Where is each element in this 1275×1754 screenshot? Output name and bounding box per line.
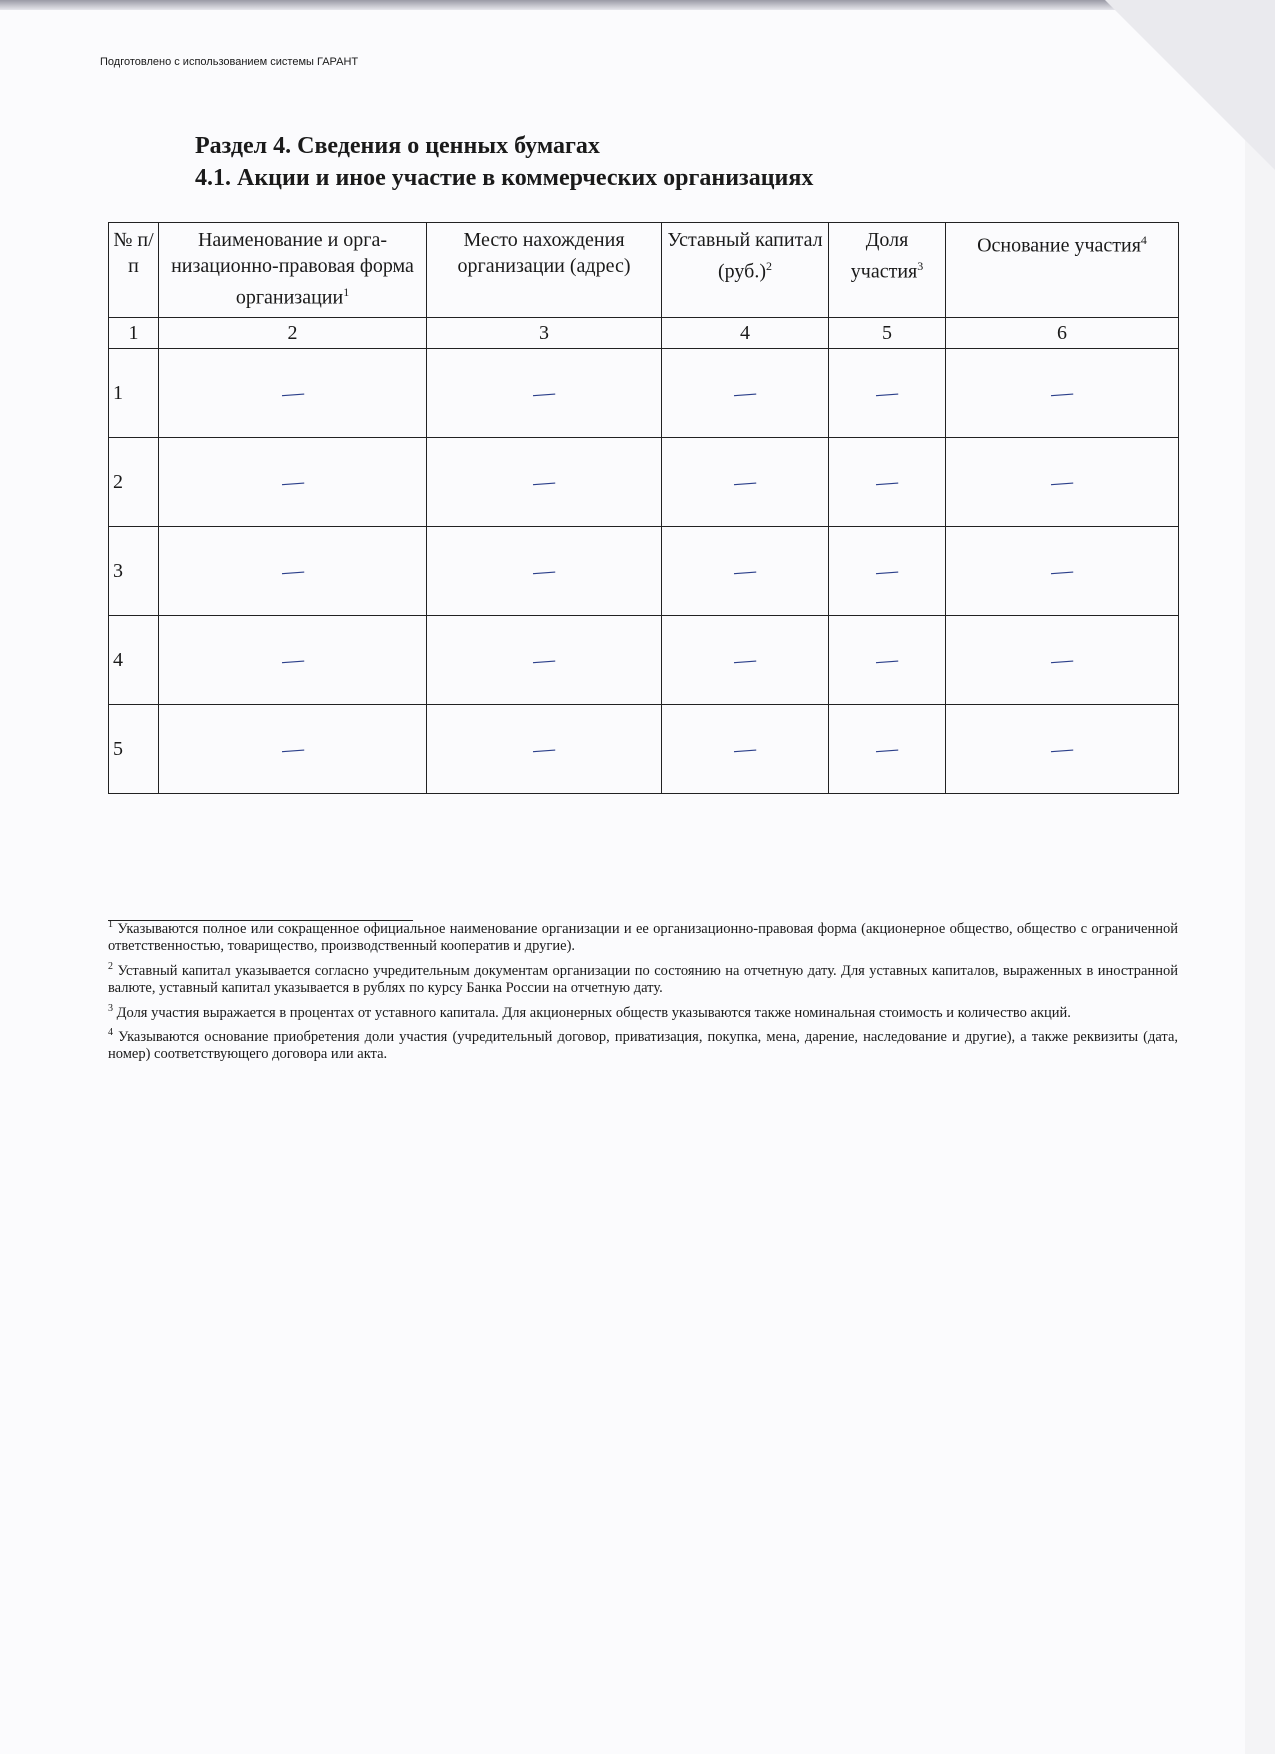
organization-cell — [159, 705, 427, 794]
dash-mark: — — [280, 645, 305, 673]
dash-mark: — — [875, 556, 899, 584]
capital-cell — [662, 616, 829, 705]
address-cell — [427, 616, 662, 705]
col-header-capital: Уставный капитал $(руб.)^2$ — [662, 223, 829, 318]
col-header-address: Место нахождения организации (адрес) — [427, 223, 662, 318]
garant-header: Подготовлено с использованием системы ГАРАНТ — [100, 56, 359, 68]
dash-mark: — — [280, 467, 305, 495]
dash-mark: — — [1050, 645, 1074, 673]
dash-mark: — — [532, 645, 556, 673]
dash-mark: — — [280, 556, 305, 584]
dash-mark: — — [875, 467, 899, 495]
dash-mark: — — [875, 645, 899, 673]
dash-mark: — — [733, 378, 757, 406]
scan-top-edge — [0, 0, 1275, 10]
row-number: 1 — [109, 349, 159, 438]
row-number: 4 — [109, 616, 159, 705]
folded-corner — [1105, 0, 1275, 170]
basis-cell — [946, 527, 1179, 616]
row-number: 5 — [109, 705, 159, 794]
dash-mark: — — [733, 556, 757, 584]
table-row — [109, 616, 1179, 705]
table-row — [109, 349, 1179, 438]
table-row — [109, 527, 1179, 616]
dash-mark: — — [532, 734, 556, 762]
dash-mark: — — [733, 734, 757, 762]
dash-mark: — — [532, 467, 556, 495]
row-number: 2 — [109, 438, 159, 527]
dash-mark: — — [733, 645, 757, 673]
table-row — [109, 438, 1179, 527]
dash-mark: — — [875, 734, 899, 762]
dash-mark: — — [532, 378, 556, 406]
col-header-organization: Наименование и орга-низационно-правовая форма организации$^1$ — [159, 223, 427, 318]
column-number: 5 — [829, 318, 946, 349]
dash-mark: — — [733, 467, 757, 495]
footnote-3: $^3$ Доля участия выражается в процентах от уставного капитала. Для акционерных обществ указываются также номинальная стоимость и количество акций. — [108, 1002, 1071, 1021]
basis-cell — [946, 616, 1179, 705]
basis-cell — [946, 349, 1179, 438]
organization-cell — [159, 438, 427, 527]
organization-cell — [159, 349, 427, 438]
footnote-4: $^4$ Указываются основание приобретения доли участия (учредительный договор, приватизация, покупка, мена, дарение, наследование и другие), а также реквизиты (дата, номер) соответствующего договора или акта. — [108, 1027, 1179, 1063]
column-number: 2 — [159, 318, 427, 349]
share-cell — [829, 616, 946, 705]
capital-cell — [662, 705, 829, 794]
section-heading — [195, 130, 813, 194]
share-cell — [829, 349, 946, 438]
section-subtitle: 4.1. Акции и иное участие в коммерческих организациях — [195, 165, 814, 191]
capital-cell — [662, 349, 829, 438]
address-cell — [427, 705, 662, 794]
share-cell — [829, 438, 946, 527]
basis-cell — [946, 705, 1179, 794]
table-header-row — [109, 223, 1179, 318]
address-cell — [427, 349, 662, 438]
dash-mark: — — [1050, 378, 1074, 406]
dash-mark: — — [1050, 734, 1074, 762]
address-cell — [427, 438, 662, 527]
organization-cell — [159, 616, 427, 705]
capital-cell — [662, 527, 829, 616]
column-number: 1 — [109, 318, 159, 349]
dash-mark: — — [1050, 467, 1074, 495]
share-cell — [829, 705, 946, 794]
col-header-basis: Основание участия$^4$ — [946, 223, 1179, 318]
dash-mark: — — [280, 378, 305, 406]
address-cell — [427, 527, 662, 616]
securities-table — [108, 222, 1179, 794]
table-row — [109, 705, 1179, 794]
col-header-share: Доля участия$^3$ — [829, 223, 946, 318]
footnote-2: $^2$ Уставный капитал указывается согласно учредительным документам организации по состоянию на отчетную дату. Для уставных капиталов, выраженных в иностранной валюте, уставный капитал указывается в рублях по курсу Банка России на отчетную дату. — [108, 960, 1179, 996]
basis-cell — [946, 438, 1179, 527]
dash-mark: — — [280, 734, 305, 762]
section-title: Раздел 4. Сведения о ценных бумагах — [195, 133, 600, 159]
col-header-number: № п/п — [109, 223, 159, 318]
row-number: 3 — [109, 527, 159, 616]
column-number: 4 — [662, 318, 829, 349]
capital-cell — [662, 438, 829, 527]
column-number: 3 — [427, 318, 662, 349]
dash-mark: — — [1050, 556, 1074, 584]
share-cell — [829, 527, 946, 616]
footnotes — [108, 916, 1178, 1066]
organization-cell — [159, 527, 427, 616]
column-number: 6 — [946, 318, 1179, 349]
dash-mark: — — [532, 556, 556, 584]
footnote-1: $^1$ Указываются полное или сокращенное официальное наименование организации и ее организационно-правовая форма (акционерное общество, общество с ограниченной ответственностью, товарищество, производственный кооператив и другие). — [108, 919, 1178, 954]
dash-mark: — — [875, 378, 899, 406]
column-number-row — [109, 318, 1179, 349]
